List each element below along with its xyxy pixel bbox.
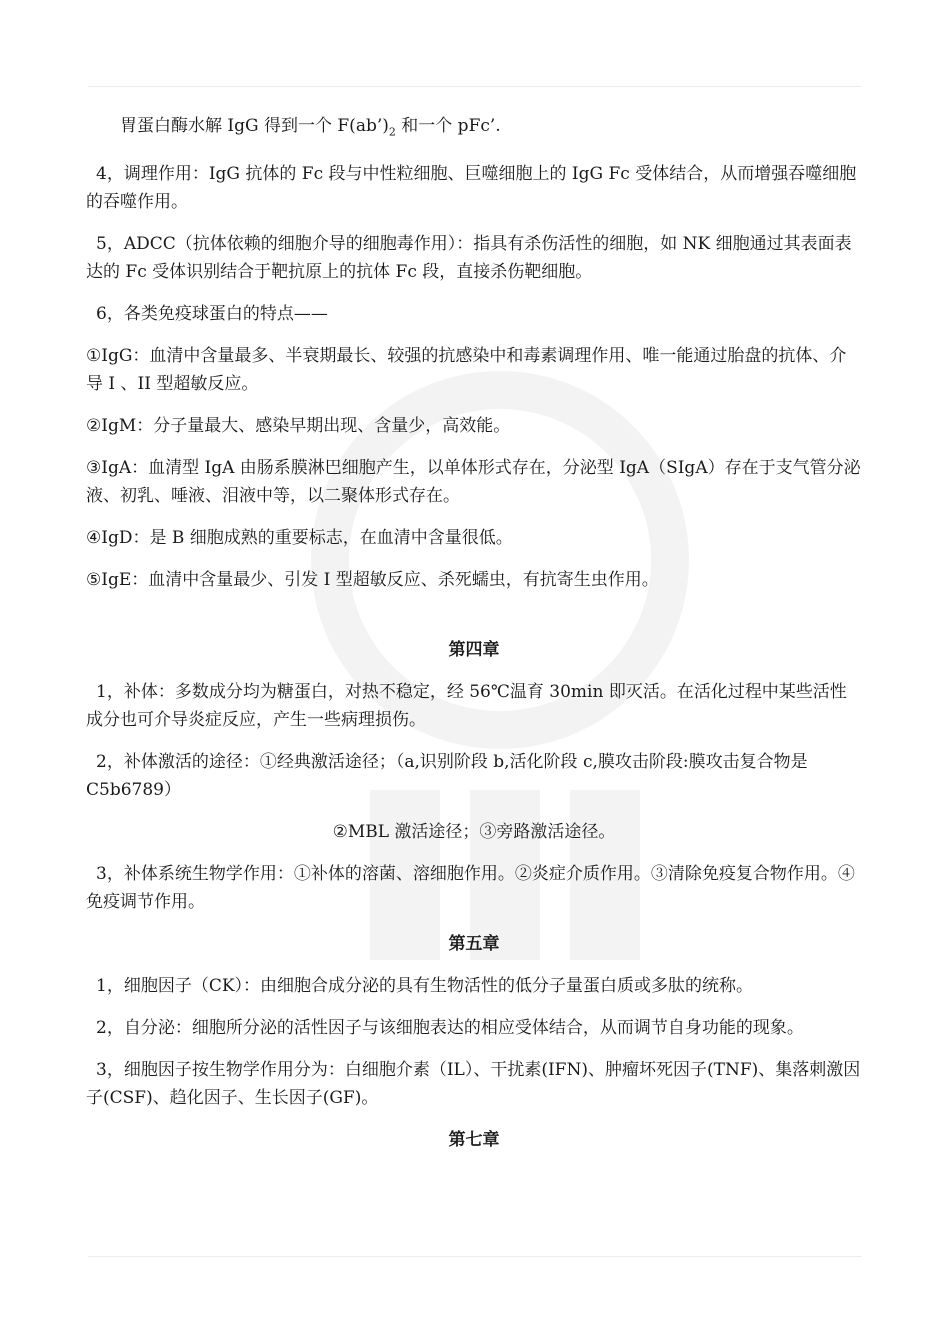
bottom-divider — [88, 1256, 862, 1257]
paragraph-cytokine: 1，细胞因子（CK）：由细胞合成分泌的具有生物活性的低分子量蛋白质或多肽的统称。 — [96, 976, 754, 997]
paragraph-complement-pathways: 2，补体激活的途径：①经典激活途径；（a,识别阶段 b,活化阶段 c,膜攻击阶段:膜攻击复合物是 C5b6789） — [86, 752, 808, 801]
paragraph-ige: ⑤IgE：血清中含量最少、引发 I 型超敏反应、杀死蠕虫，有抗寄生虫作用。 — [86, 570, 659, 591]
paragraph-complement: 1，补体：多数成分均为糖蛋白，对热不稳定，经 56℃温育 30min 即灭活。在活化过程中某些活性成分也可介导炎症反应，产生一些病理损伤。 — [86, 682, 847, 731]
paragraph-autocrine: 2，自分泌：细胞所分泌的活性因子与该细胞表达的相应受体结合，从而调节自身功能的现象。 — [96, 1018, 804, 1039]
text-segment: 和一个 pFc’. — [395, 116, 501, 136]
subscript: 2 — [388, 125, 396, 139]
paragraph-complement-functions: 3，补体系统生物学作用：①补体的溶菌、溶细胞作用。②炎症介质作用。③清除免疫复合物作用。④免疫调节作用。 — [86, 864, 855, 913]
paragraph-ig-features: 6，各类免疫球蛋白的特点—— — [96, 304, 328, 325]
chapter-4-heading: 第四章 — [448, 640, 500, 661]
document-page — [86, 112, 862, 1154]
chapter-7-heading: 第七章 — [448, 1130, 500, 1151]
paragraph-cytokine-classes: 3，细胞因子按生物学作用分为：白细胞介素（IL）、干扰素(IFN)、肿瘤坏死因子(TNF)、集落刺激因子(CSF)、趋化因子、生长因子(GF)。 — [86, 1060, 861, 1109]
paragraph-mbl-pathway: ②MBL 激活途径；③旁路激活途径。 — [332, 822, 616, 843]
paragraph-igd: ④IgD：是 B 细胞成熟的重要标志，在血清中含量很低。 — [86, 528, 513, 549]
paragraph-opsonization: 4，调理作用：IgG 抗体的 Fc 段与中性粒细胞、巨噬细胞上的 IgG Fc 受体结合，从而增强吞噬细胞的吞噬作用。 — [86, 164, 857, 213]
paragraph-igg: ①IgG：血清中含量最多、半衰期最长、较强的抗感染中和毒素调理作用、唯一能通过胎盘的抗体、介导 I 、II 型超敏反应。 — [86, 346, 847, 395]
paragraph-igm: ②IgM：分子量最大、感染早期出现、含量少，高效能。 — [86, 416, 511, 437]
chapter-5-heading: 第五章 — [448, 934, 500, 955]
paragraph-iga: ③IgA：血清型 IgA 由肠系膜淋巴细胞产生，以单体形式存在，分泌型 IgA（SIgA）存在于支气管分泌液、初乳、唾液、泪液中等，以二聚体形式存在。 — [86, 458, 861, 507]
paragraph-pepsin — [86, 112, 862, 146]
text-segment: 胃蛋白酶水解 IgG 得到一个 F(ab’) — [120, 116, 389, 136]
paragraph-adcc: 5，ADCC（抗体依赖的细胞介导的细胞毒作用）：指具有杀伤活性的细胞，如 NK 细胞通过其表面表达的 Fc 受体识别结合于靶抗原上的抗体 Fc 段，直接杀伤靶细胞。 — [86, 234, 852, 283]
top-divider — [88, 86, 862, 87]
